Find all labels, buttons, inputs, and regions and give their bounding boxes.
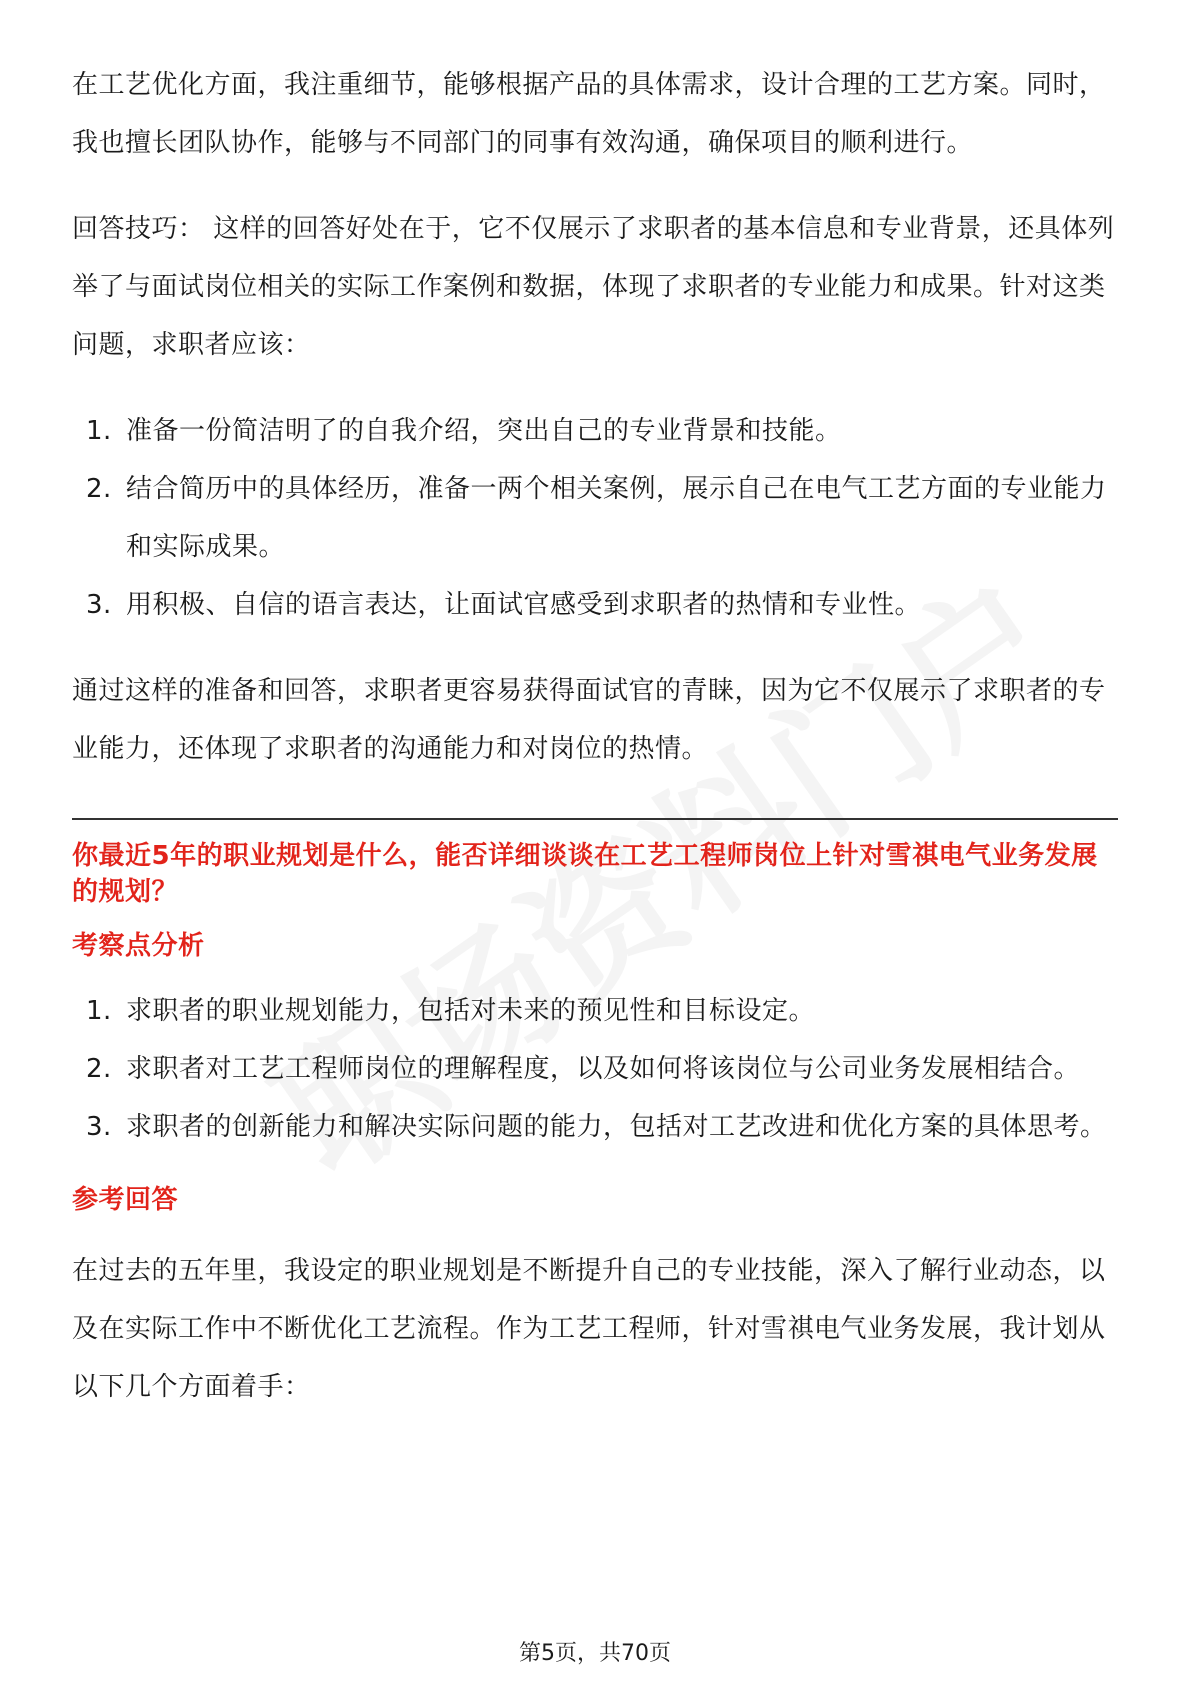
- list-item: 3. 用积极、自信的语言表达，让面试官感受到求职者的热情和专业性。: [86, 590, 922, 620]
- section-divider: [72, 818, 1118, 820]
- list-item: 2. 求职者对工艺工程师岗位的理解程度，以及如何将该岗位与公司业务发展相结合。: [86, 1054, 1081, 1084]
- list-item: 1. 求职者的职业规划能力，包括对未来的预见性和目标设定。: [86, 996, 816, 1026]
- document-page: [72, 56, 1118, 1416]
- question-title: 你最近5年的职业规划是什么，能否详细谈谈在工艺工程师岗位上针对雪祺电气业务发展的规划？: [72, 841, 1098, 907]
- answer-tip-paragraph: 回答技巧： 这样的回答好处在于，它不仅展示了求职者的基本信息和专业背景，还具体列举了与面试岗位相关的实际工作案例和数据，体现了求职者的专业能力和成果。针对这类问题，求职者应该：: [72, 214, 1115, 360]
- list-item: 3. 求职者的创新能力和解决实际问题的能力，包括对工艺改进和优化方案的具体思考。: [86, 1112, 1107, 1142]
- answer-paragraph: 在过去的五年里，我设定的职业规划是不断提升自己的专业技能，深入了解行业动态，以及在实际工作中不断优化工艺流程。作为工艺工程师，针对雪祺电气业务发展，我计划从以下几个方面着手：: [72, 1256, 1106, 1402]
- list-item: 1. 准备一份简洁明了的自我介绍，突出自己的专业背景和技能。: [86, 416, 842, 446]
- tip-list: [72, 402, 1118, 634]
- page-footer: 第5页，共70页: [519, 1641, 671, 1666]
- analysis-list: [72, 982, 1118, 1156]
- conclusion-paragraph: 通过这样的准备和回答，求职者更容易获得面试官的青睐，因为它不仅展示了求职者的专业能力，还体现了求职者的沟通能力和对岗位的热情。: [72, 676, 1106, 764]
- answer-heading: 参考回答: [72, 1185, 179, 1215]
- intro-paragraph: 在工艺优化方面，我注重细节，能够根据产品的具体需求，设计合理的工艺方案。同时，我也擅长团队协作，能够与不同部门的同事有效沟通，确保项目的顺利进行。: [72, 70, 1106, 158]
- analysis-heading: 考察点分析: [72, 931, 205, 961]
- list-item: 2. 结合简历中的具体经历，准备一两个相关案例，展示自己在电气工艺方面的专业能力和实际成果。: [86, 474, 1107, 562]
